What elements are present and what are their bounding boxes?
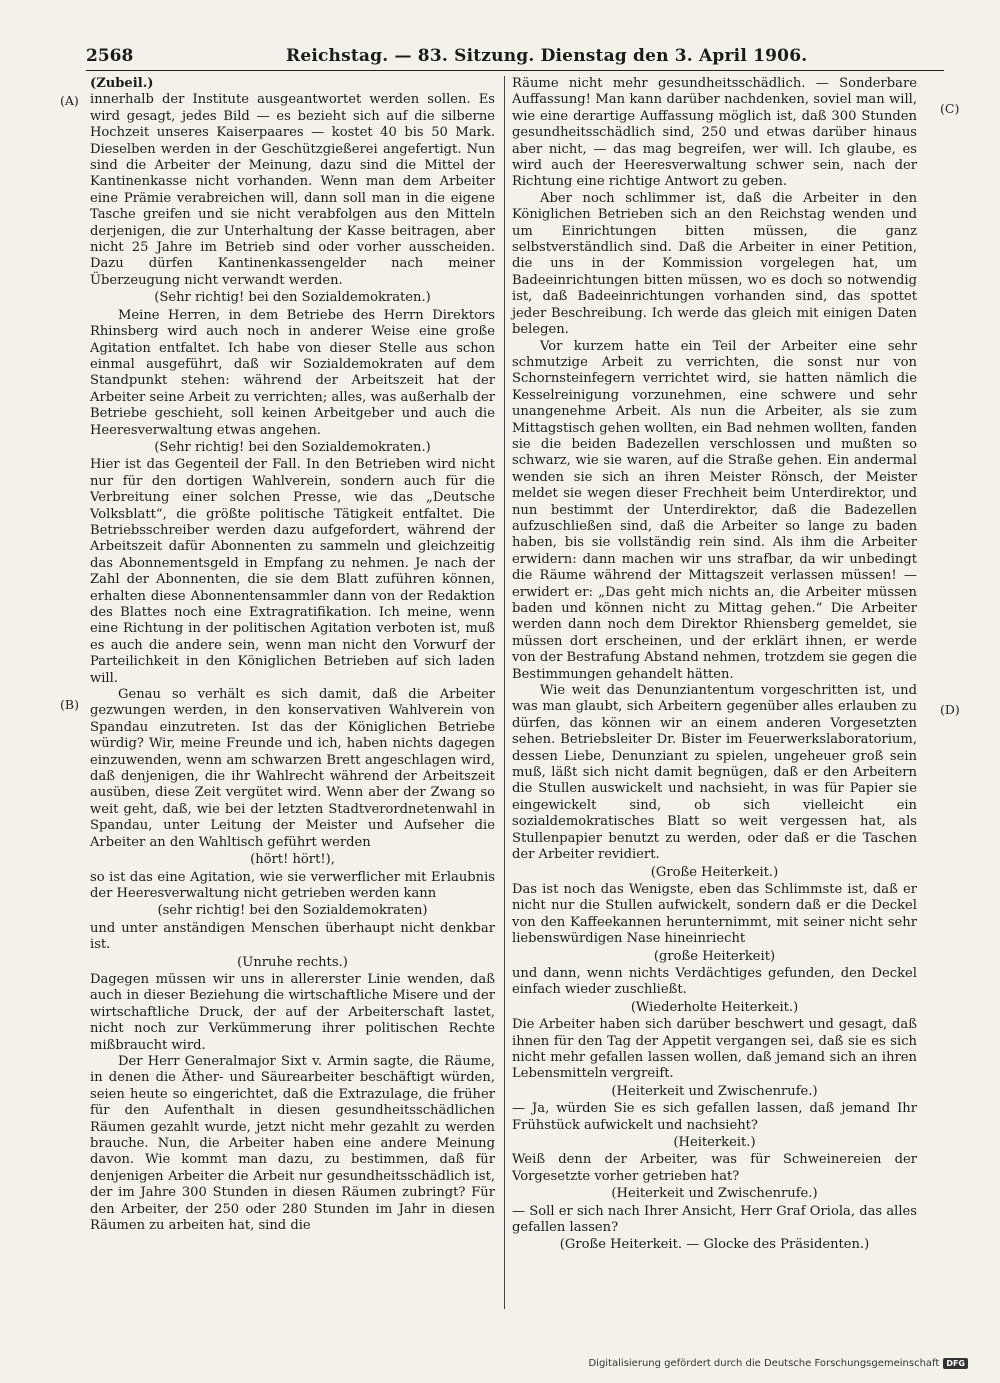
interjection: (Sehr richtig! bei den Sozialdemokraten.) (154, 290, 431, 306)
paragraph: so ist das eine Agitation, wie sie verwerflicher mit Erlaubnis der Heeresverwaltung nicht getrieben werden kann (90, 869, 495, 901)
column-divider (504, 76, 505, 1309)
paragraph: Wie weit das Denunziantentum vorgeschritten ist, und was man glaubt, sich Arbeitern gegenüber alles erlauben zu dürfen, das können wir an einem anderen Vorgesetzten sehen. Betriebsleiter Dr. Bister im Feuerwerkslaboratorium, dessen Liebe, Denunziant zu spielen, ungeheuer groß sein muß, läßt sich nicht damit begnügen, daß er den Arbeitern die Stullen auswickelt und nachsieht, in was für Papier sie eingewickelt sind, ob sich vielleicht ein sozialdemokratisches Blatt so weit vergessen hat, als Stullenpapier benutzt zu werden, oder daß er die Taschen der Arbeiter revidiert. (512, 683, 917, 863)
paragraph: innerhalb der Institute ausgeantwortet werden sollen. Es wird gesagt, jedes Bild — es bezieht sich auf die silberne Hochzeit unseres Kaiserpaares — kostet 40 bis 50 Mark. Dieselben werden in der Geschützgießerei angefertigt. Nun sind die Arbeiter der Meinung, dazu sind die Mittel der Kantinenkasse nicht vorhanden. Wenn man dem Arbeiter eine Prämie verabreichen will, dann soll man in die eigene Tasche greifen und sie nicht verabfolgen aus den Mitteln derjenigen, die zur Unterhaltung der Kasse beitragen, aber nicht 25 Jahre im Betrieb sind oder vorher ausscheiden. Dazu dürfen Kantinenkassengelder nach meiner Überzeugung nicht verwandt werden. (90, 92, 495, 288)
paragraph: Meine Herren, in dem Betriebe des Herrn Direktors Rhinsberg wird auch noch in anderer Weise eine große Agitation entfaltet. Ich habe von dieser Stelle aus schon einmal ausgeführt, daß wir Sozialdemokraten auf dem Standpunkt stehen: während der Arbeitszeit hat der Arbeiter seine Arbeit zu verrichten; alles, was außerhalb der Betriebe geschieht, soll keinen Arbeitgeber und auch die Heeresverwaltung etwas angehen. (90, 307, 495, 438)
header-rule (86, 70, 944, 71)
interjection: (Heiterkeit und Zwischenrufe.) (611, 1186, 818, 1202)
speaker-name: (Zubeil.) (90, 76, 154, 91)
left-column (90, 76, 495, 1234)
paragraph: — Soll er sich nach Ihrer Ansicht, Herr Graf Oriola, das alles gefallen lassen? (512, 1203, 917, 1236)
interjection: (große Heiterkeit) (653, 948, 776, 964)
page-number: 2568 (86, 46, 134, 66)
interjection: (Heiterkeit und Zwischenrufe.) (611, 1083, 818, 1099)
paragraph: Dagegen müssen wir uns in allererster Linie wenden, daß auch in dieser Beziehung die wirtschaftliche Misere und der wirtschaftliche Druck, der auf der Arbeiterschaft lastet, nicht noch zur Verkümmerung ihrer politischen Rechte mißbraucht wird. (90, 971, 495, 1053)
margin-mark-a: (A) (60, 93, 79, 108)
footer-text: Digitalisierung gefördert durch die Deutsche Forschungsgemeinschaft (588, 1358, 940, 1369)
paragraph: — Ja, würden Sie es sich gefallen lassen, daß jemand Ihr Frühstück aufwickelt und nachsieht? (512, 1101, 917, 1133)
margin-mark-d: (D) (940, 702, 960, 717)
page-header (86, 46, 944, 72)
paragraph: Hier ist das Gegenteil der Fall. In den Betrieben wird nicht nur für den dortigen Wahlverein, sondern auch für die Verbreitung einer solchen Presse, wie das „Deutsche Volksblatt“, die größte politische Tätigkeit entfaltet. Die Betriebsschreiber werden dazu aufgefordert, während der Arbeitszeit dafür Abonnenten zu sammeln und gleichzeitig das Abonnementsgeld in Empfang zu nehmen. Je nach der Zahl der Abonnenten, die sie dem Blatt zuführen können, erhalten diese Abonnentensammler dann von der Redaktion des Blattes noch eine Extragratifikation. Ich meine, wenn eine Richtung in der politischen Agitation verboten ist, muß es auch die andere sein, wenn man nicht den Vorwurf der Parteilichkeit in den Königlichen Betrieben auf sich laden will. (90, 457, 495, 686)
paragraph: und dann, wenn nichts Verdächtiges gefunden, den Deckel einfach wieder zuschließt. (512, 965, 917, 998)
footer (588, 1358, 968, 1369)
paragraph: Weiß denn der Arbeiter, was für Schweinereien der Vorgesetzte vorher getrieben hat? (512, 1152, 917, 1184)
right-column (512, 76, 917, 1255)
interjection: (Große Heiterkeit. — Glocke des Präsidenten.) (559, 1237, 870, 1253)
interjection: (sehr richtig! bei den Sozialdemokraten) (157, 903, 428, 919)
paragraph: Aber noch schlimmer ist, daß die Arbeiter in den Königlichen Betrieben sich an den Reichstag wenden und um Einrichtungen bitten müssen, die ganz selbstverständlich sind. Daß die Arbeiter in einer Petition, die uns in der Kommission vorgelegen hat, um Badeeinrichtungen bitten müssen, wo es doch so notwendig ist, daß Badeeinrichtungen vorhanden sind, das spottet jeder Beschreibung. Ich werde das gleich mit einigen Daten belegen. (512, 190, 917, 338)
paragraph: Genau so verhält es sich damit, daß die Arbeiter gezwungen werden, in den konservativen Wahlverein von Spandau einzutreten. Ist das der Königlichen Betriebe würdig? Wir, meine Freunde und ich, haben nichts dagegen einzuwenden, wenn am schwarzen Brett angeschlagen wird, daß denjenigen, die ihr Wahlrecht während der Arbeitszeit ausüben, diese Zeit vergütet wird. Wenn aber der Zwang so weit geht, daß, wie bei der letzten Stadtverordnetenwahl in Spandau, unter Leitung der Meister und Aufseher die Arbeiter an den Wahltisch geführt werden (90, 687, 495, 850)
paragraph: und unter anständigen Menschen überhaupt nicht denkbar ist. (90, 920, 495, 953)
interjection: (hört! hört!), (250, 852, 335, 868)
paragraph: Die Arbeiter haben sich darüber beschwert und gesagt, daß ihnen für den Tag der Appetit vergangen sei, daß sie es sich nicht mehr gefallen lassen wollen, daß jemand sich an ihren Lebensmitteln vergreift. (512, 1017, 917, 1082)
interjection: (Heiterkeit.) (673, 1135, 756, 1150)
interjection: (Sehr richtig! bei den Sozialdemokraten.) (154, 439, 431, 455)
paragraph: Vor kurzem hatte ein Teil der Arbeiter eine sehr schmutzige Arbeit zu verrichten, die sonst nur von Schornsteinfegern verrichtet wird, sie hatten nämlich die Kesselreinigung vorzunehmen, eine schwere und sehr unangenehme Arbeit. Als nun die Arbeiter, als sie zum Mittagstisch gehen wollten, ein Bad nehmen wollten, fanden sie die beiden Badezellen verschlossen und mußten so schwarz, wie sie waren, auf die Straße gehen. Ein andermal wenden sie sich an ihren Meister Rönsch, der Meister meldet sie wegen dieser Frechheit beim Unterdirektor, und nun bestimmt der Unterdirektor, daß die Badezellen aufzuschließen sind, daß die Arbeiter so lange zu baden haben, bis sie vollständig rein sind. Als ihm die Arbeiter erwidern: dann machen wir uns strafbar, da wir unbedingt die Räume während der Mittagszeit verlassen müssen! — erwidert er: „Das geht mich nichts an, die Arbeiter müssen baden und können nicht zu Mittag gehen.“ Die Arbeiter werden dann noch dem Direktor Rhiensberg gemeldet, sie müssen dort erscheinen, und der erklärt ihnen, er werde von der Bestrafung Abstand nehmen, trotzdem sie gegen die Bestimmungen gehandelt hätten. (512, 338, 917, 682)
interjection: (Unruhe rechts.) (237, 954, 348, 970)
margin-mark-b: (B) (60, 697, 79, 712)
margin-mark-c: (C) (940, 101, 960, 116)
paragraph: Räume nicht mehr gesundheitsschädlich. — Sonderbare Auffassung! Man kann darüber nachdenken, soviel man will, wie eine derartige Auffassung möglich ist, daß 300 Stunden gesundheitsschädlich sind, 250 und etwas darüber hinaus aber nicht, — das mag begreifen, wer will. Ich glaube, es wird auch der Heeresverwaltung schwer sein, nach der Richtung eine richtige Antwort zu geben. (512, 76, 917, 190)
interjection: (Große Heiterkeit.) (650, 864, 779, 880)
paragraph: Das ist noch das Wenigste, eben das Schlimmste ist, daß er nicht nur die Stullen aufwickelt, sondern daß er die Deckel von den Kaffeekannen herunternimmt, mit seiner nicht sehr liebenswürdigen Nase hineinriecht (512, 881, 917, 947)
page-title: Reichstag. — 83. Sitzung. Dienstag den 3. April 1906. (286, 46, 808, 66)
dfg-logo: DFG (943, 1358, 968, 1369)
interjection: (Wiederholte Heiterkeit.) (630, 999, 799, 1015)
paragraph: Der Herr Generalmajor Sixt v. Armin sagte, die Räume, in denen die Äther- und Säurearbeiter beschäftigt würden, seien heute so eingerichtet, daß die Extrazulage, die früher für den Aufenthalt in diesen gesundheitsschädlichen Räumen gezahlt wurde, jetzt nicht mehr gezahlt zu werden brauche. Nun, die Arbeiter haben eine andere Meinung davon. Wie kommt man dazu, zu bestimmen, daß für denjenigen Arbeiter die Arbeit nur gesundheitsschädlich ist, der im Jahre 300 Stunden in diesen Räumen zubringt? Für den Arbeiter, der 250 oder 280 Stunden im Jahr in diesen Räumen zu arbeiten hat, sind die (90, 1053, 495, 1234)
